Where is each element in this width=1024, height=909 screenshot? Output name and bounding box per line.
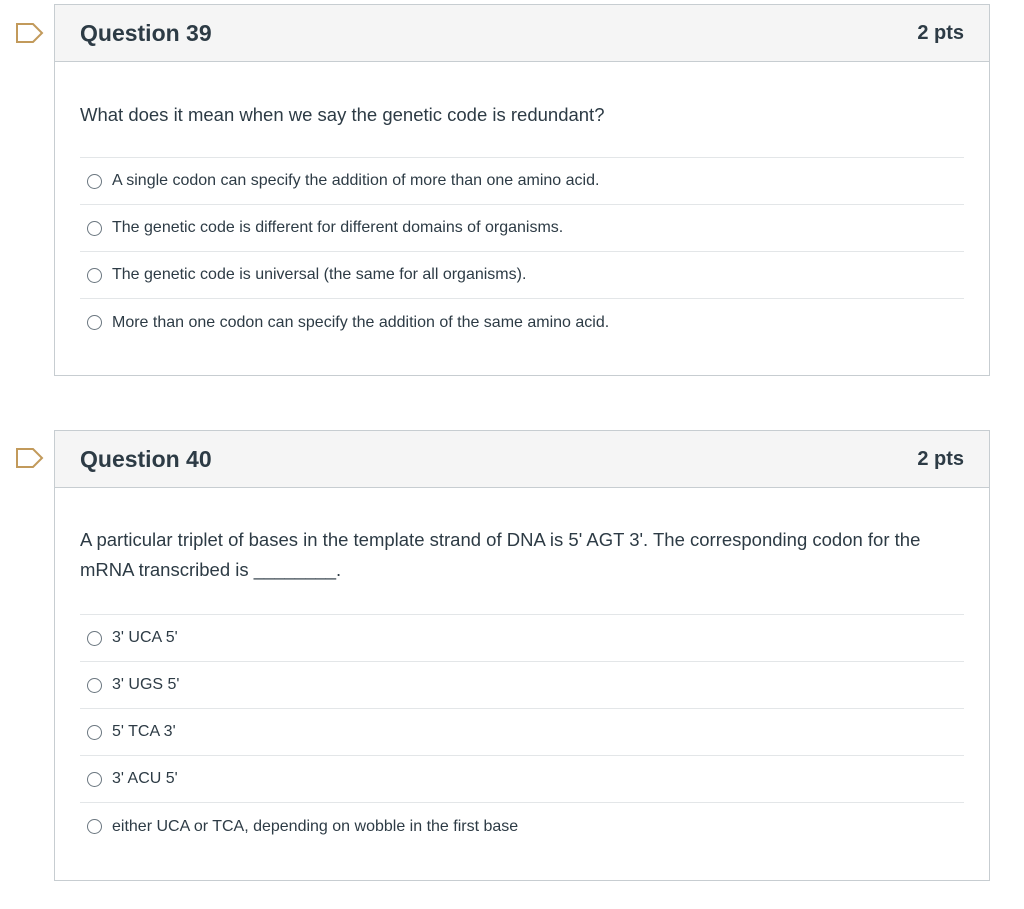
answer-option[interactable]: [80, 158, 964, 205]
answer-option[interactable]: [80, 615, 964, 662]
question-header: [55, 5, 989, 62]
answer-option[interactable]: [80, 756, 964, 803]
answer-label: 3' ACU 5': [112, 770, 178, 787]
radio-circle-icon[interactable]: [87, 268, 102, 283]
answer-label: 3' UGS 5': [112, 676, 180, 693]
question-title: Question 40: [80, 445, 212, 472]
answer-option[interactable]: [80, 299, 964, 346]
answer-option[interactable]: [80, 709, 964, 756]
question-body: [55, 62, 989, 346]
answer-label: More than one codon can specify the addition of the same amino acid.: [112, 313, 610, 331]
radio-circle-icon[interactable]: [87, 678, 102, 693]
question-header: [55, 431, 989, 488]
radio-circle-icon[interactable]: [87, 725, 102, 740]
answer-label: 3' UCA 5': [112, 629, 178, 646]
answer-label: 5' TCA 3': [112, 723, 176, 740]
answer-option[interactable]: [80, 252, 964, 299]
radio-circle-icon[interactable]: [87, 772, 102, 787]
question-body: [55, 488, 989, 850]
answer-option[interactable]: [80, 662, 964, 709]
flag-question-icon[interactable]: [14, 447, 44, 469]
question-39: [54, 4, 990, 376]
answer-option[interactable]: [80, 205, 964, 252]
radio-circle-icon[interactable]: [87, 315, 102, 330]
answer-list: [80, 157, 964, 346]
question-points: 2 pts: [917, 21, 964, 44]
radio-circle-icon[interactable]: [87, 174, 102, 189]
question-text: What does it mean when we say the genetic code is redundant?: [80, 104, 605, 125]
question-title: Question 39: [80, 19, 212, 46]
question-points: 2 pts: [917, 447, 964, 470]
flag-question-icon[interactable]: [14, 22, 44, 44]
answer-label: The genetic code is different for different domains of organisms.: [112, 219, 564, 236]
answer-label: A single codon can specify the addition of more than one amino acid.: [112, 172, 600, 189]
radio-circle-icon[interactable]: [87, 221, 102, 236]
answer-label: either UCA or TCA, depending on wobble in the first base: [112, 817, 519, 835]
radio-circle-icon[interactable]: [87, 819, 102, 834]
answer-option[interactable]: [80, 803, 964, 850]
answer-list: [80, 614, 964, 850]
question-text: A particular triplet of bases in the template strand of DNA is 5' AGT 3'. The corresponding codon for the mRNA transcribed is ________.: [80, 529, 921, 580]
question-40: [54, 430, 990, 881]
radio-circle-icon[interactable]: [87, 631, 102, 646]
answer-label: The genetic code is universal (the same for all organisms).: [112, 266, 527, 283]
